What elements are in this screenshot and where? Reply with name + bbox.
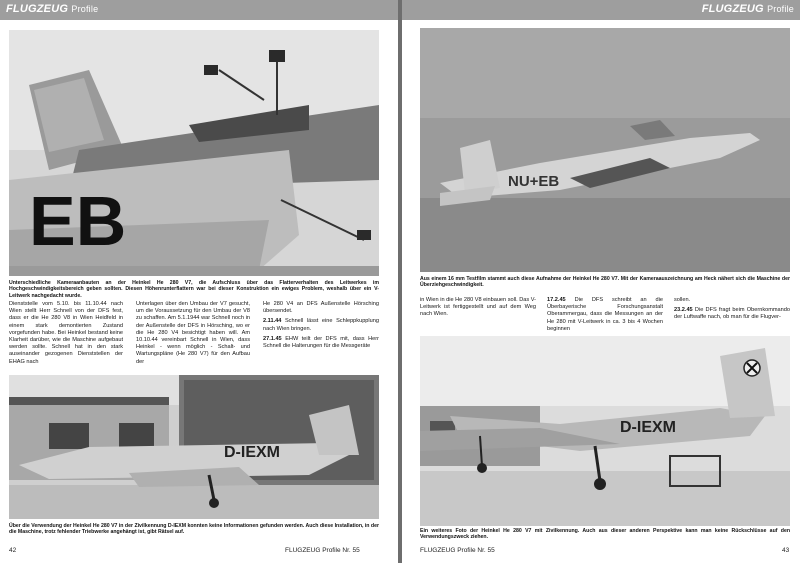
entry-text: sollen. <box>674 297 691 303</box>
entry-text: He 280 V4 an DFS Außenstelle Hörsching übersendet. <box>263 301 379 315</box>
caption-bottom: Ein weiteres Foto der Heinkel He 280 V7 mit Zivilkennung. Auch aus dieser anderen Perspektive kann man keine Rückschlüsse auf den Verwendungszweck ziehen. <box>420 528 790 541</box>
left-page <box>0 0 398 563</box>
brand-profile: Profile <box>767 4 794 14</box>
right-header-bar <box>402 0 800 20</box>
magazine-brand <box>6 3 98 15</box>
body-column-1 <box>9 301 123 369</box>
fuselage-marking-eb: EB <box>29 182 127 260</box>
page-number: 43 <box>782 547 790 554</box>
photo-aircraft-hangar <box>9 375 379 519</box>
entry <box>674 297 790 304</box>
entry <box>263 336 379 350</box>
fuselage-marking-nu-eb: NU+EB <box>508 173 560 190</box>
entry <box>547 297 663 333</box>
footer-title: FLUGZEUG Profile Nr. 55 <box>420 547 495 554</box>
brand-profile: Profile <box>71 4 99 14</box>
entry-text: Die DFS schreibt an die Überbayerische Forschungsanstalt Oberammergau, dass die Messungen an der He 280 mit V-Leitwerk in ca. 3 bis 4 Wochen beginnen <box>547 297 663 332</box>
entry-text: Schnell lässt eine Schleppkupplung nach Wien bringen. <box>263 318 379 332</box>
right-page <box>402 0 800 563</box>
entry-date: 23.2.45 <box>674 307 693 314</box>
entry-text: Die DFS fragt beim Obernkommando der Luftwaffe nach, ob man für die Flugver- <box>674 307 790 321</box>
entry-text: EHW teilt der DFS mit, dass Herr Schnell die Halterungen für die Messgeräte <box>263 335 379 350</box>
page-number: 42 <box>9 547 17 554</box>
caption-bottom: Über die Verwendung der Heinkel He 280 V7 in der Zivilkennung D-IEXM konnten keine Informationen gefunden werden. Auch diese Installation, in der die Maschine, trotz fehlender Triebwerke angehängt ist, gibt Rätsel auf. <box>9 523 379 536</box>
magazine-brand <box>702 3 794 15</box>
entry <box>263 318 379 332</box>
footer-title: FLUGZEUG Profile Nr. 55 <box>285 547 360 554</box>
left-header-bar <box>0 0 398 20</box>
body-column-3 <box>674 297 790 325</box>
entry-date: 27.1.45 <box>263 335 282 342</box>
body-column-3 <box>263 301 379 353</box>
photo-aircraft-in-flight <box>420 28 790 272</box>
brand-flugzeug: FLUGZEUG <box>701 3 764 15</box>
fuselage-marking-d-iexm: D-IEXM <box>620 419 676 436</box>
body-column-2 <box>547 297 663 336</box>
body-column-1 <box>420 297 536 322</box>
entry <box>263 301 379 315</box>
entry <box>674 307 790 321</box>
photo-tail-closeup <box>9 30 379 276</box>
brand-flugzeug: FLUGZEUG <box>6 3 69 15</box>
caption-top: Unterschiedliche Kameraanbauten an der Heinkel He 280 V7, die Aufschluss über das Flatterverhalten des Leitwerkes im Hochgeschwindigkeitsbereich geben sollten. Diesen Höhenrunterflattern war bei dieser Konstruktion ein ewiges Problem, weshalb über ein V-Leitwerk nachgedacht wurde. <box>9 280 379 299</box>
photo-aircraft-on-ground <box>420 336 790 526</box>
body-column-2 <box>136 301 250 369</box>
caption-top: Aus einem 16 mm Testfilm stammt auch diese Aufnahme der Heinkel He 280 V7. Mit der Kameraauszeichnung am Heck nähert sich die Maschine der Überziehgeschwindigkeit. <box>420 276 790 289</box>
fuselage-marking-d-iexm: D-IEXM <box>224 444 280 461</box>
entry-date: 17.2.45 <box>547 297 566 303</box>
entry-date: 2.11.44 <box>263 318 282 325</box>
body-col1-text: in Wien in die He 280 V8 einbauen soll. Das V-Leitwerk ist fertiggestellt und auf dem Weg nach Wien. <box>420 297 536 318</box>
body-col2-text: Unterlagen über den Umbau der V7 gesucht, um die Voraussetzung für den Umbau der V8 zu schaffen. Am 5.1.1944 war Schnell noch in der Außenstelle der DFS in Hörsching, wo er die He 280 V4 besichtigt haben will. Am 10.10.44 vereinbart Schnell in Wien, dass Heinkel - wenn möglich - Schalt- und Wartungspläne (He 280 V7) für den Aufbau der <box>136 301 250 365</box>
body-col1-text: Dienststelle vom 5.10. bis 11.10.44 nach Wien stellt Herr Schnell von der DFS fest, dass er die He 280 V8 in Wien Heidfeld in einem stark demontierten Zustand vorgefunden habe. Bei Heinkel bestand keine Klarheit darüber, wie die Maschine aufgebaut werden sollte. Schnell hat in den stark auseinander gezogenen Dienststellen der EHAG nach <box>9 301 123 365</box>
